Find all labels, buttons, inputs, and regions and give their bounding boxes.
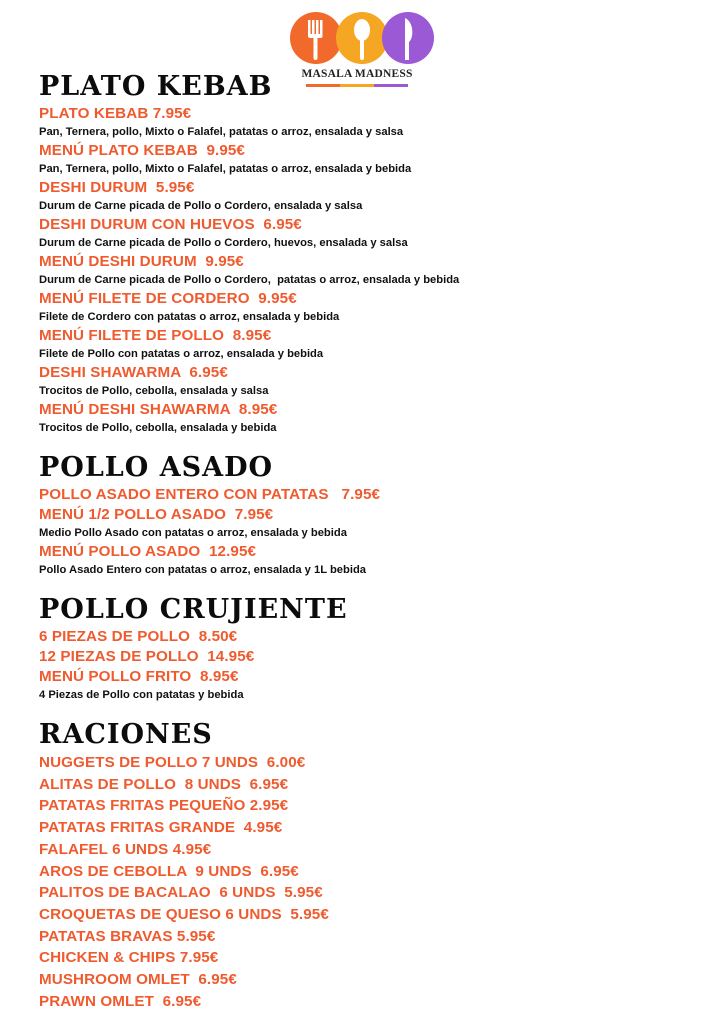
menu-item-name: NUGGETS DE POLLO 7 UNDS 6.00€ bbox=[39, 754, 306, 771]
menu-item-name: MUSHROOM OMLET 6.95€ bbox=[39, 971, 237, 989]
menu-item-name: PATATAS FRITAS GRANDE 4.95€ bbox=[39, 819, 283, 837]
menu-item-name: CHICKEN & CHIPS 7.95€ bbox=[39, 949, 219, 967]
menu-item-description: 4 Piezas de Pollo con patatas y bebida bbox=[39, 689, 244, 701]
menu-section bbox=[39, 451, 699, 579]
menu-item-name: MENÚ FILETE DE POLLO 8.95€ bbox=[39, 327, 272, 344]
menu-item-name: PALITOS DE BACALAO 6 UNDS 5.95€ bbox=[39, 884, 323, 902]
menu-item-name: CROQUETAS DE QUESO 6 UNDS 5.95€ bbox=[39, 905, 329, 923]
menu-item-name: PATATAS BRAVAS 5.95€ bbox=[39, 927, 216, 945]
menu-item-description: Pollo Asado Entero con patatas o arroz, ensalada y 1L bebida bbox=[39, 564, 367, 576]
menu-item-name: DESHI SHAWARMA 6.95€ bbox=[39, 364, 228, 381]
menu-item-description: Pan, Ternera, pollo, Mixto o Falafel, patatas o arroz, ensalada y salsa bbox=[39, 126, 404, 138]
section-title: RACIONES bbox=[39, 719, 213, 750]
menu-item-name: 6 PIEZAS DE POLLO 8.50€ bbox=[39, 628, 238, 645]
menu-item-name: MENÚ POLLO ASADO 12.95€ bbox=[39, 543, 257, 560]
menu-item-description: Filete de Pollo con patatas o arroz, ensalada y bebida bbox=[39, 348, 324, 360]
menu-item-name: MENÚ 1/2 POLLO ASADO 7.95€ bbox=[39, 506, 274, 523]
menu-section bbox=[39, 70, 699, 437]
menu-item-description: Durum de Carne picada de Pollo o Cordero, patatas o arroz, ensalada y bebida bbox=[39, 274, 460, 286]
menu-item-description: Trocitos de Pollo, cebolla, ensalada y salsa bbox=[39, 385, 269, 397]
menu-item-description: Durum de Carne picada de Pollo o Cordero, huevos, ensalada y salsa bbox=[39, 237, 408, 249]
menu-item-name: AROS DE CEBOLLA 9 UNDS 6.95€ bbox=[39, 862, 299, 880]
menu-item-name: MENÚ DESHI DURUM 9.95€ bbox=[39, 253, 244, 270]
menu-item-name: MENÚ FILETE DE CORDERO 9.95€ bbox=[39, 290, 297, 307]
menu-item-name: MENÚ POLLO FRITO 8.95€ bbox=[39, 668, 239, 685]
menu-item-name: MENÚ PLATO KEBAB 9.95€ bbox=[39, 142, 245, 159]
menu-item-name: DESHI DURUM 5.95€ bbox=[39, 179, 195, 196]
menu-item-name: 12 PIEZAS DE POLLO 14.95€ bbox=[39, 648, 255, 665]
section-title: PLATO KEBAB bbox=[39, 71, 273, 102]
menu-item-name: FALAFEL 6 UNDS 4.95€ bbox=[39, 840, 212, 858]
menu-item-name: PRAWN OMLET 6.95€ bbox=[39, 992, 202, 1010]
logo-circles bbox=[288, 10, 438, 70]
section-title: POLLO CRUJIENTE bbox=[39, 594, 348, 625]
menu-item-description: Pan, Ternera, pollo, Mixto o Falafel, patatas o arroz, ensalada y bebida bbox=[39, 163, 412, 175]
menu-item-name: MENÚ DESHI SHAWARMA 8.95€ bbox=[39, 401, 278, 418]
menu-item-name: ALITAS DE POLLO 8 UNDS 6.95€ bbox=[39, 775, 289, 793]
menu-item-name: DESHI DURUM CON HUEVOS 6.95€ bbox=[39, 216, 302, 233]
menu bbox=[39, 70, 699, 1026]
logo-text: MASALA MADNESS bbox=[301, 68, 413, 80]
menu-section bbox=[39, 593, 699, 704]
menu-section bbox=[39, 718, 699, 1012]
menu-item-name: POLLO ASADO ENTERO CON PATATAS 7.95€ bbox=[39, 486, 381, 503]
menu-item-description: Durum de Carne picada de Pollo o Cordero, ensalada y salsa bbox=[39, 200, 363, 212]
section-title: POLLO ASADO bbox=[39, 452, 274, 483]
menu-item-description: Trocitos de Pollo, cebolla, ensalada y bebida bbox=[39, 422, 277, 434]
menu-item-name: PATATAS FRITAS PEQUEÑO 2.95€ bbox=[39, 797, 289, 815]
menu-item-description: Medio Pollo Asado con patatas o arroz, ensalada y bebida bbox=[39, 527, 347, 539]
menu-item-name: PLATO KEBAB 7.95€ bbox=[39, 105, 192, 122]
menu-item-description: Filete de Cordero con patatas o arroz, ensalada y bebida bbox=[39, 311, 340, 323]
